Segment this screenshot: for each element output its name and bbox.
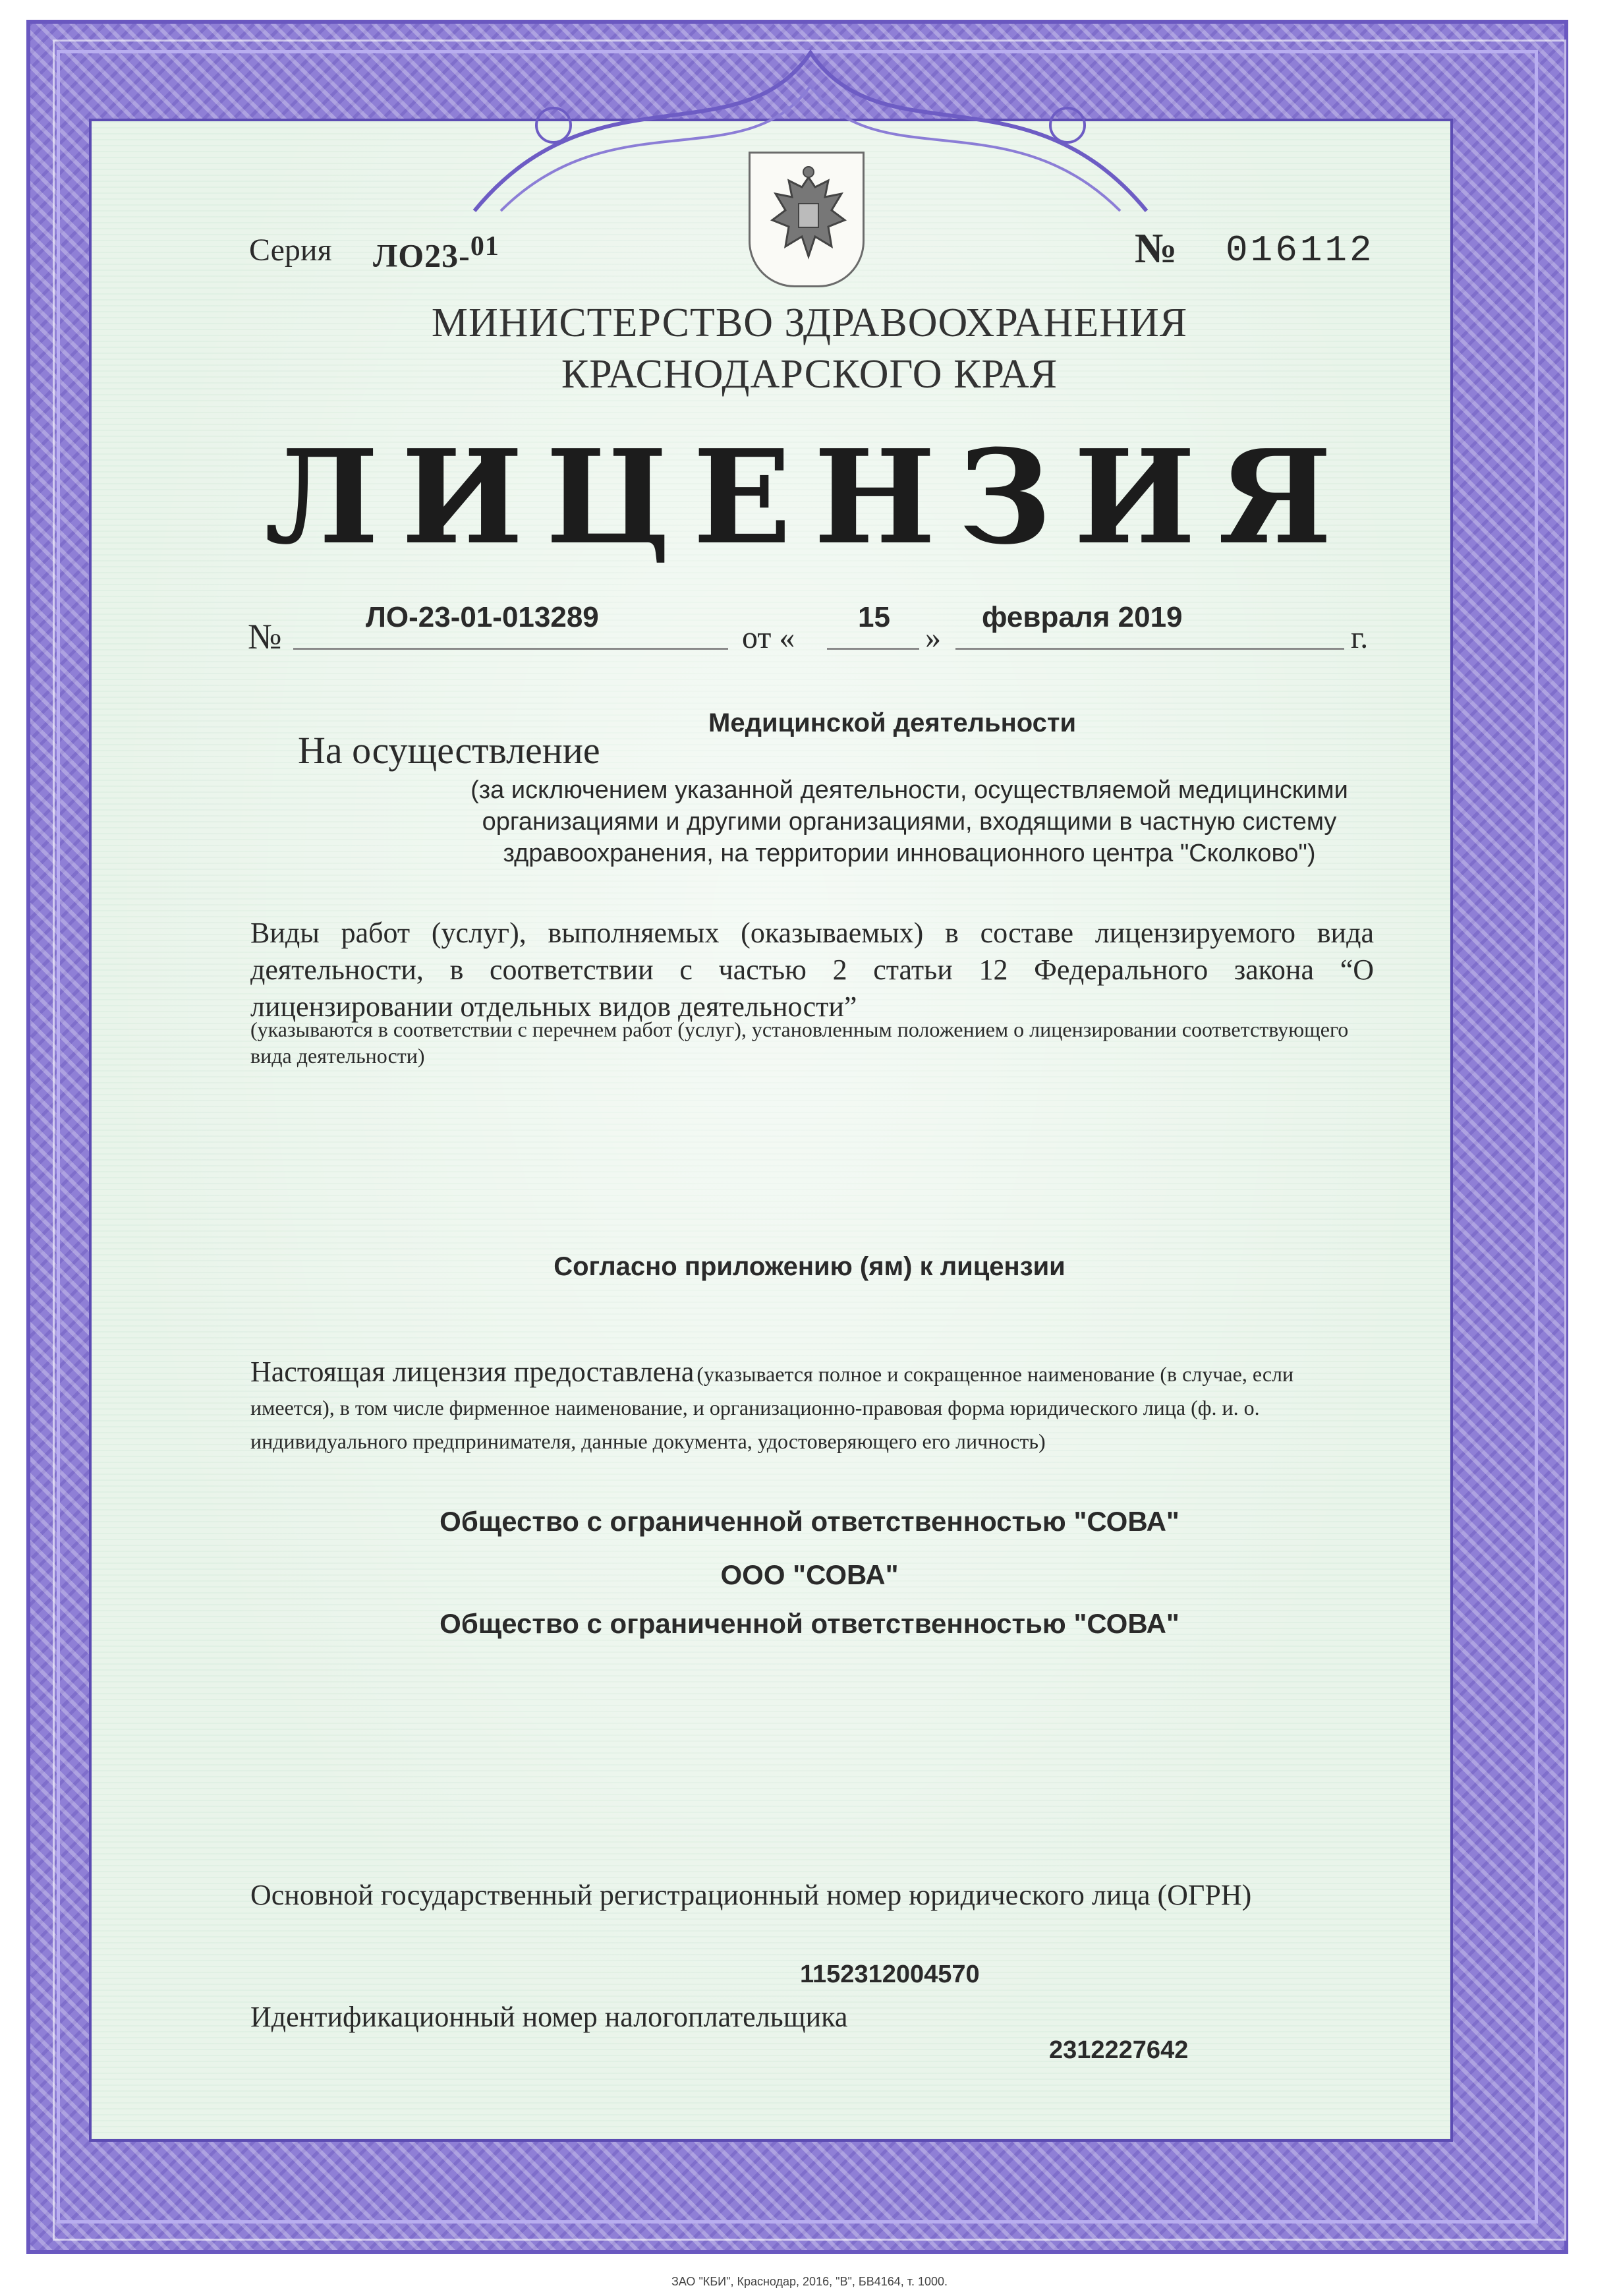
date-from-label: от « <box>742 620 795 655</box>
series-prefix: ЛО23- <box>373 237 470 274</box>
granted-note: (указывается полное и сокращенное наименование (в случае, если имеется), в том числе фирменное наименование, и организационно-правовая форма юридического лица (ф. и. о. индивидуального предпринимателя, данные документа, удостоверяющего его личность) <box>250 1362 1294 1453</box>
license-number-label: № <box>248 617 282 656</box>
license-number: ЛО-23-01-013289 <box>366 601 599 633</box>
organization-short-name: ООО "СОВА" <box>720 1559 899 1590</box>
coat-of-arms-icon <box>749 152 865 287</box>
license-number-underline <box>293 648 728 650</box>
granted-paragraph <box>250 1358 1374 1460</box>
inn-label: Идентификационный номер налогоплательщика <box>250 2001 848 2033</box>
series-value <box>373 231 499 275</box>
organization-full-name: Общество с ограниченной ответственностью "СОВА" <box>440 1506 1179 1537</box>
series-label: Серия <box>249 233 332 268</box>
activity-on-label: На осуществление <box>298 729 600 772</box>
ministry-line-2: КРАСНОДАРСКОГО КРАЯ <box>561 352 1058 397</box>
license-day: 15 <box>858 601 890 633</box>
inn-value: 2312227642 <box>1049 2036 1189 2064</box>
ogrn-value: 1152312004570 <box>800 1961 980 1988</box>
document-title: ЛИЦЕНЗИЯ <box>264 422 1355 573</box>
printer-note: ЗАО "КБИ", Краснодар, 2016, "В", БВ4164, т. 1000. <box>671 2275 948 2288</box>
month-underline <box>955 648 1344 650</box>
license-month-year: февраля 2019 <box>982 601 1183 633</box>
appendix-reference: Согласно приложению (ям) к лицензии <box>554 1252 1065 1281</box>
activity-title: Медицинской деятельности <box>708 708 1077 737</box>
year-suffix: г. <box>1351 620 1369 655</box>
ministry-line-1: МИНИСТЕРСТВО ЗДРАВООХРАНЕНИЯ <box>431 301 1188 345</box>
organization-brand-name: Общество с ограниченной ответственностью "СОВА" <box>440 1608 1179 1639</box>
form-number-value: 016112 <box>1226 229 1375 272</box>
works-description: Виды работ (услуг), выполняемых (оказываемых) в составе лицензируемого вида деятельности, в соответствии с частью 2 статьи 12 Федерального закона “О лицензировании отдельных видов деятельности” <box>250 917 1374 1023</box>
activity-note: (за исключением указанной деятельности, осуществляемой медицинскими организациями и другими организациями, входящими в частную систему здравоохранения, на территории инновационного центра "Сколково") <box>470 776 1348 867</box>
date-close-quote: » <box>925 620 941 655</box>
granted-label: Настоящая лицензия предоставлена <box>250 1356 695 1388</box>
series-suffix: 01 <box>470 231 499 262</box>
day-underline <box>827 648 919 650</box>
ogrn-label: Основной государственный регистрационный номер юридического лица (ОГРН) <box>250 1879 1252 1911</box>
form-number-label: № <box>1135 225 1178 272</box>
works-note: (указываются в соответствии с перечнем работ (услуг), установленным положением о лицензировании соответствующего вида деятельности) <box>250 1018 1349 1068</box>
